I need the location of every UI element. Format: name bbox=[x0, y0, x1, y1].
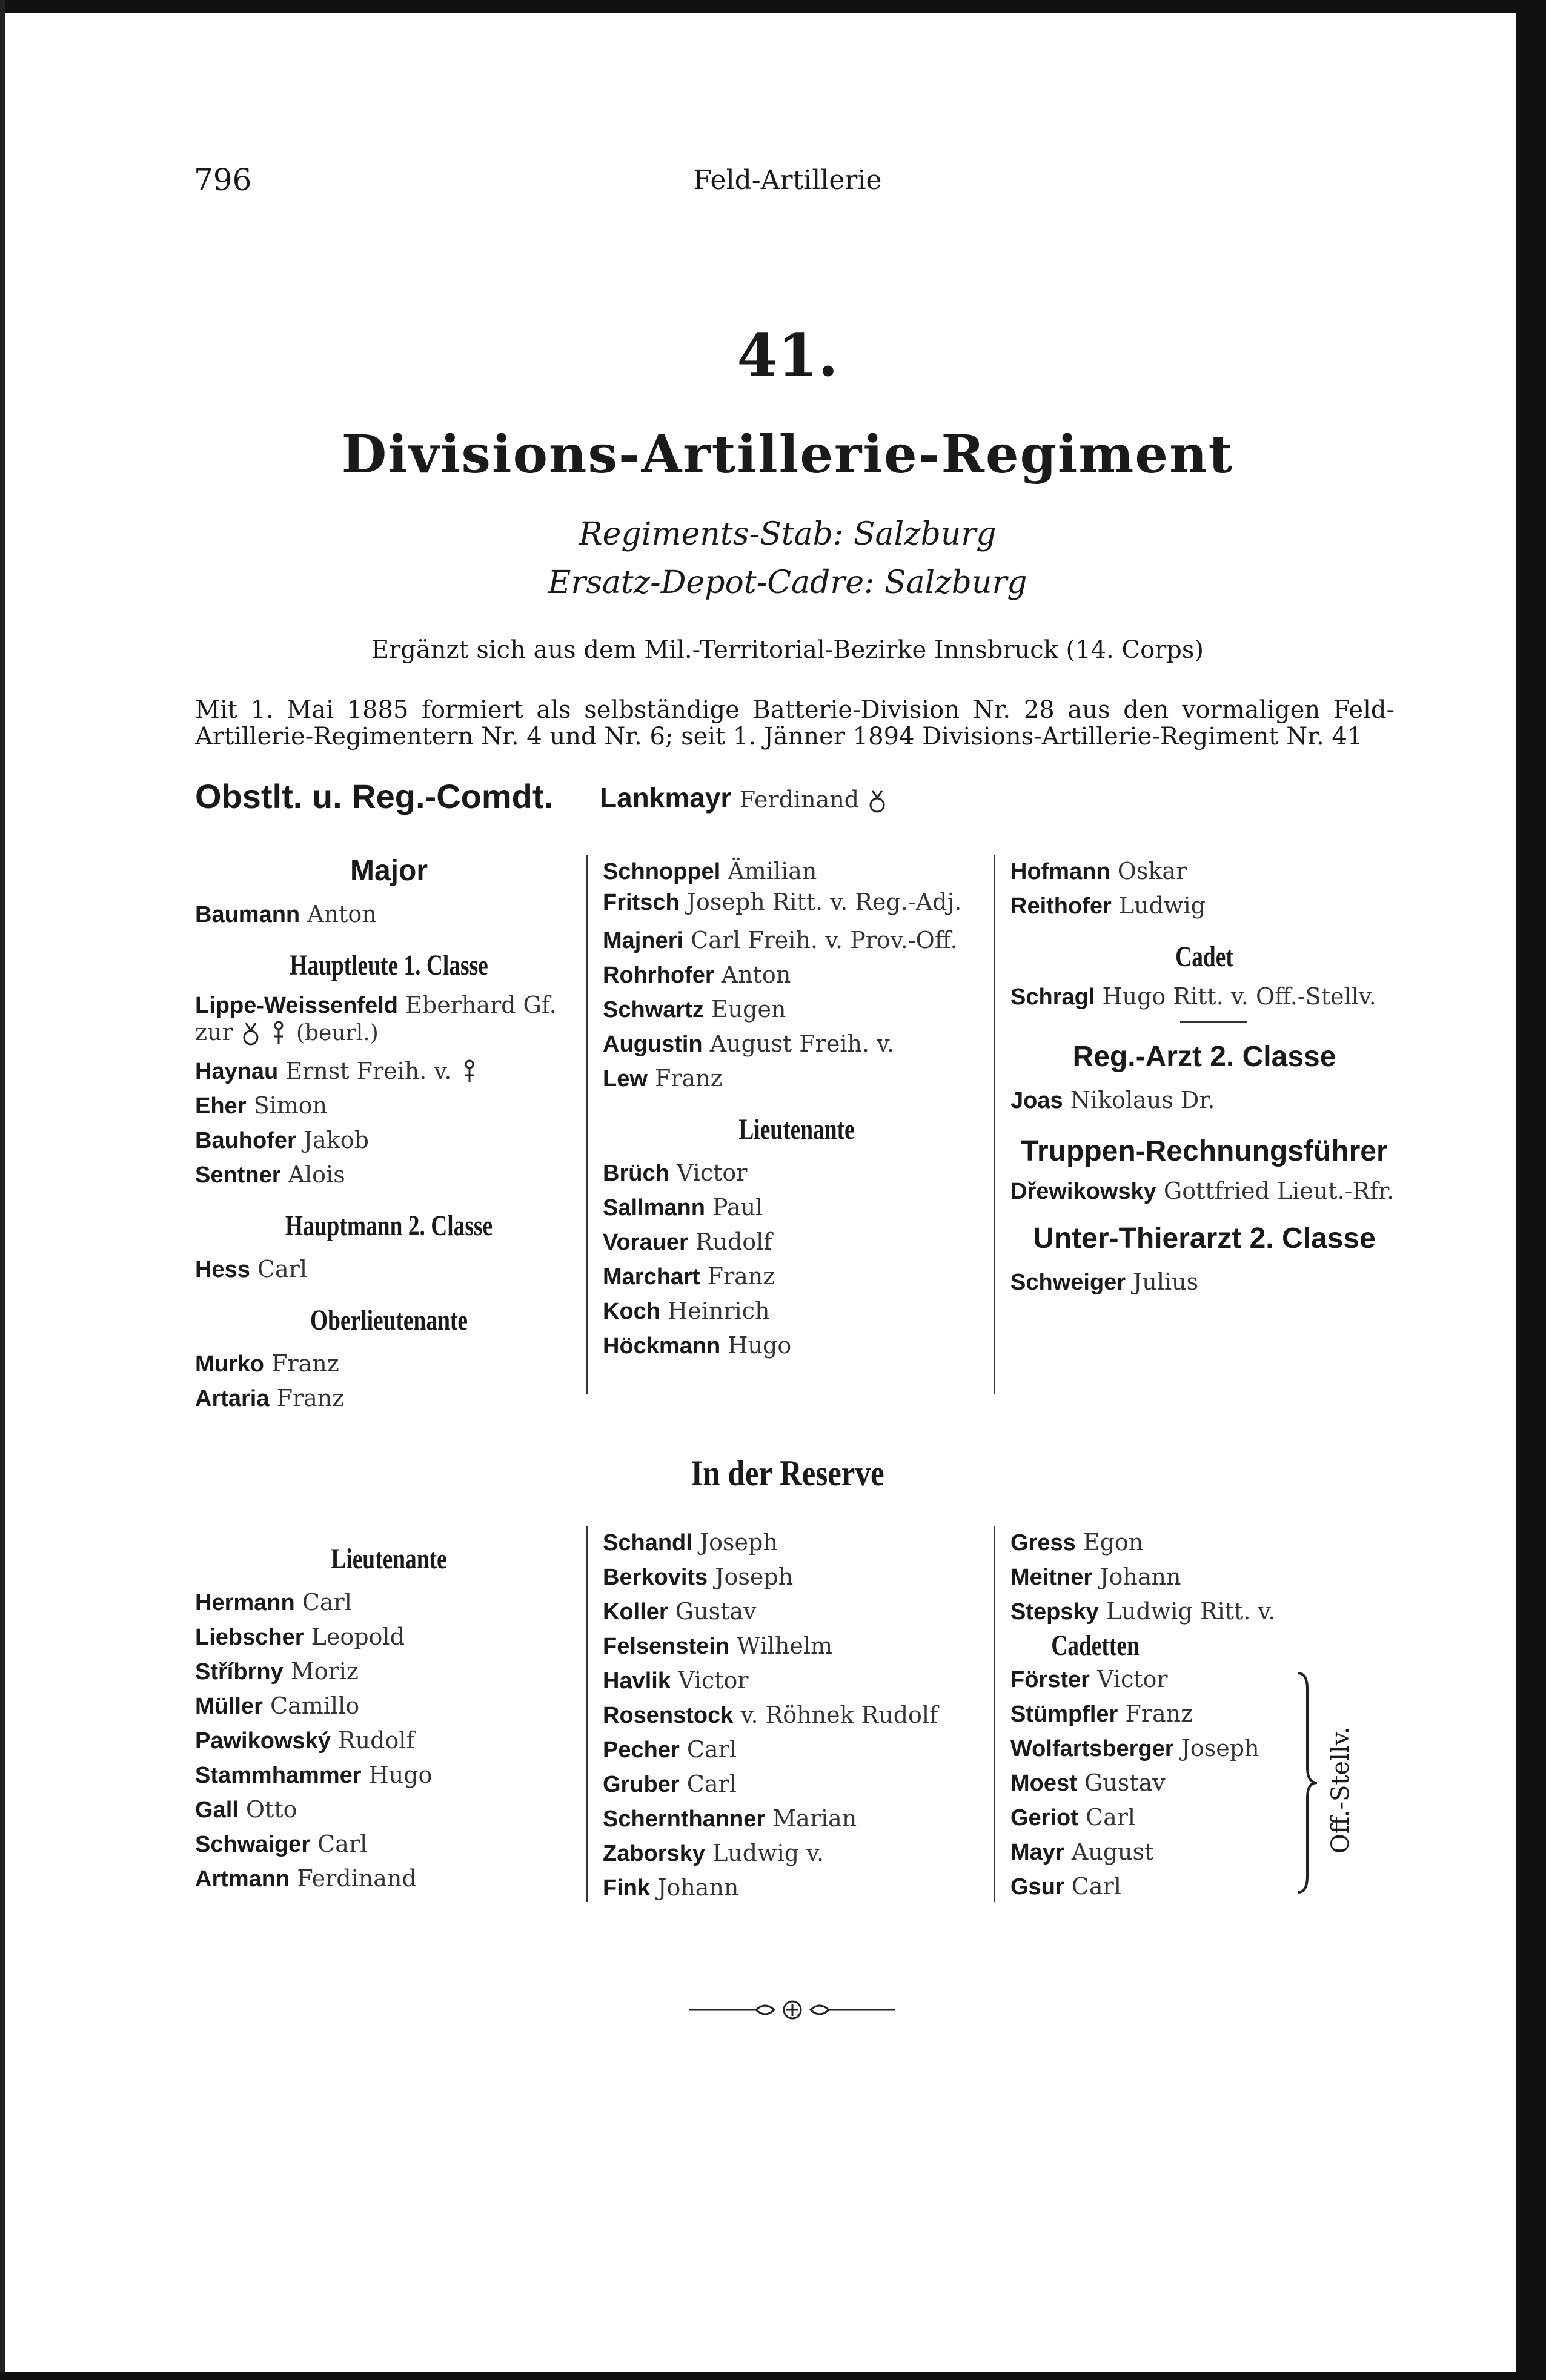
rank-heading-major: Major bbox=[350, 855, 428, 887]
roster-column-3 bbox=[1010, 854, 1398, 1299]
list-item: Moest Gustav bbox=[1010, 1769, 1166, 1796]
regiment-history: Mit 1. Mai 1885 formiert als selbständige Batterie-Division Nr. 28 aus den vormaligen Feld-Artillerie-Regimentern Nr. 4 und Nr. 6; seit 1. Jänner 1894 Divisions-Artillerie-Regiment Nr. 41 bbox=[195, 696, 1395, 751]
list-item: Dřewikowsky Gottfried Lieut.-Rfr. bbox=[1010, 1178, 1395, 1204]
commander-name bbox=[600, 781, 887, 814]
order-cross-icon bbox=[241, 1019, 261, 1046]
commander-role: Obstlt. u. Reg.-Comdt. bbox=[195, 777, 554, 815]
fleuron-ornament bbox=[689, 1998, 895, 2022]
scan-border-right bbox=[1516, 0, 1546, 2380]
staff-location: Regiments-Stab: Salzburg bbox=[579, 516, 997, 552]
list-item: Müller Camillo bbox=[195, 1692, 360, 1719]
recruitment-district: Ergänzt sich aus dem Mil.-Territorial-Bezirke Innsbruck (14. Corps) bbox=[371, 636, 1204, 664]
list-item: Hofmann Oskar bbox=[1010, 858, 1187, 884]
medal-icon bbox=[268, 1019, 289, 1046]
rank-heading-reg-arzt: Reg.-Arzt 2. Classe bbox=[1072, 1041, 1336, 1073]
rank-heading-thierarzt: Unter-Thierarzt 2. Classe bbox=[1033, 1222, 1376, 1255]
rank-heading-cadet: Cadet bbox=[1175, 941, 1233, 973]
roster-column-2 bbox=[603, 854, 990, 1363]
list-item: Stümpfler Franz bbox=[1010, 1700, 1193, 1727]
rank-heading-oberlieutenante: Oberlieutenante bbox=[310, 1304, 468, 1336]
list-item: Stepsky Ludwig Ritt. v. bbox=[1010, 1598, 1276, 1625]
list-item: Schernthanner Marian bbox=[603, 1805, 857, 1832]
list-item: Schweiger Julius bbox=[1010, 1268, 1199, 1295]
scan-border-bottom bbox=[0, 2372, 1546, 2380]
list-item: Stříbrny Moriz bbox=[195, 1658, 359, 1685]
column-divider bbox=[994, 855, 995, 1394]
list-item: Havlik Victor bbox=[603, 1667, 749, 1694]
list-item: Artaria Franz bbox=[195, 1385, 345, 1411]
list-item: Joas Nikolaus Dr. bbox=[1010, 1087, 1215, 1113]
list-item: Schnoppel Ämilian bbox=[603, 858, 817, 884]
column-divider bbox=[994, 1526, 995, 1902]
regiment-title: Divisions-Artillerie-Regiment bbox=[341, 424, 1234, 485]
list-item: Gall Otto bbox=[195, 1796, 297, 1823]
list-item: Artmann Ferdinand bbox=[195, 1865, 417, 1892]
list-item: Schragl Hugo Ritt. v. Off.-Stellv. bbox=[1010, 983, 1376, 1010]
medal-icon bbox=[459, 1058, 480, 1085]
list-item: Baumann Anton bbox=[195, 901, 377, 927]
list-item: Schandl Joseph bbox=[603, 1529, 778, 1556]
list-item: Förster Victor bbox=[1010, 1666, 1168, 1692]
list-item: Rohrhofer Anton bbox=[603, 961, 791, 988]
rank-heading-lieutenante: Lieutenante bbox=[738, 1113, 855, 1145]
list-item: Reithofer Ludwig bbox=[1010, 892, 1206, 919]
list-item: Pawikowský Rudolf bbox=[195, 1727, 415, 1754]
column-divider bbox=[586, 1526, 588, 1902]
list-item: Murko Franz bbox=[195, 1350, 339, 1377]
scan-border-top bbox=[0, 0, 1546, 13]
commander-surname: Lankmayr bbox=[600, 782, 732, 814]
list-item: Berkovits Joseph bbox=[603, 1563, 794, 1590]
list-item: Fritsch Joseph Ritt. v. Reg.-Adj. bbox=[603, 889, 962, 915]
rank-heading-rechnungsfuehrer: Truppen-Rechnungsführer bbox=[1021, 1135, 1388, 1167]
list-item: Koch Heinrich bbox=[603, 1298, 770, 1324]
list-item: Geriot Carl bbox=[1010, 1804, 1136, 1831]
order-cross-icon bbox=[867, 787, 887, 814]
page-number: 796 bbox=[194, 162, 252, 197]
list-item: Haynau Ernst Freih. v. bbox=[195, 1054, 583, 1089]
curly-brace-icon bbox=[1295, 1671, 1319, 1895]
list-item: Gsur Carl bbox=[1010, 1873, 1121, 1900]
rank-heading-reserve-lieutenante: Lieutenante bbox=[331, 1543, 447, 1575]
rank-heading-hauptmann-2: Hauptmann 2. Classe bbox=[285, 1210, 493, 1242]
list-item: Felsenstein Wilhelm bbox=[603, 1633, 833, 1659]
list-item: Sallmann Paul bbox=[603, 1194, 763, 1221]
list-item: Mayr August bbox=[1010, 1838, 1154, 1865]
commander-row bbox=[195, 777, 1395, 825]
reserve-column-1 bbox=[195, 1525, 583, 1896]
list-item: Rosenstock v. Röhnek Rudolf bbox=[603, 1702, 938, 1728]
list-item: Lippe-Weissenfeld Eberhard Gf. zur (beurl.) bbox=[195, 992, 557, 1046]
depot-location: Ersatz-Depot-Cadre: Salzburg bbox=[548, 565, 1027, 601]
list-item: Zaborsky Ludwig v. bbox=[603, 1840, 824, 1866]
rank-heading-cadetten: Cadetten bbox=[1051, 1629, 1140, 1662]
list-item: Sentner Alois bbox=[195, 1161, 345, 1188]
list-item: Meitner Johann bbox=[1010, 1563, 1181, 1590]
list-item: Schwaiger Carl bbox=[195, 1831, 368, 1857]
regiment-number: 41. bbox=[737, 321, 838, 389]
cadetten-brace-label: Off.-Stellv. bbox=[1327, 1726, 1355, 1854]
list-item: Eher Simon bbox=[195, 1092, 328, 1119]
list-item: Schwartz Eugen bbox=[603, 996, 786, 1023]
list-item: Wolfartsberger Joseph bbox=[1010, 1735, 1259, 1762]
list-item: Liebscher Leopold bbox=[195, 1623, 405, 1650]
list-item: Vorauer Rudolf bbox=[603, 1228, 772, 1255]
list-item: Gress Egon bbox=[1010, 1529, 1144, 1556]
rank-heading-hauptleute-1: Hauptleute 1. Classe bbox=[290, 949, 488, 981]
roster-column-1 bbox=[195, 854, 583, 1416]
reserve-heading: In der Reserve bbox=[691, 1453, 884, 1493]
running-head: Feld-Artillerie bbox=[693, 165, 882, 196]
reserve-column-2 bbox=[603, 1525, 990, 1905]
list-item: Fink Johann bbox=[603, 1874, 739, 1901]
list-item: Höckmann Hugo bbox=[603, 1332, 792, 1359]
list-item: Lew Franz bbox=[603, 1065, 723, 1092]
scan-border-left bbox=[0, 0, 5, 2380]
list-item: Pecher Carl bbox=[603, 1736, 737, 1763]
column-divider bbox=[586, 855, 588, 1394]
list-item: Hess Carl bbox=[195, 1256, 307, 1282]
list-item: Bauhofer Jakob bbox=[195, 1127, 370, 1153]
list-item: Brüch Victor bbox=[603, 1159, 748, 1186]
list-item: Gruber Carl bbox=[603, 1771, 737, 1797]
commander-given-name: Ferdinand bbox=[739, 786, 860, 813]
list-item: Stammhammer Hugo bbox=[195, 1762, 433, 1788]
list-item: Koller Gustav bbox=[603, 1598, 757, 1625]
list-item: Hermann Carl bbox=[195, 1589, 352, 1616]
list-item: Marchart Franz bbox=[603, 1263, 775, 1290]
section-divider bbox=[1180, 1021, 1247, 1023]
list-item: Augustin August Freih. v. bbox=[603, 1030, 895, 1057]
list-item: Majneri Carl Freih. v. Prov.-Off. bbox=[603, 927, 958, 953]
